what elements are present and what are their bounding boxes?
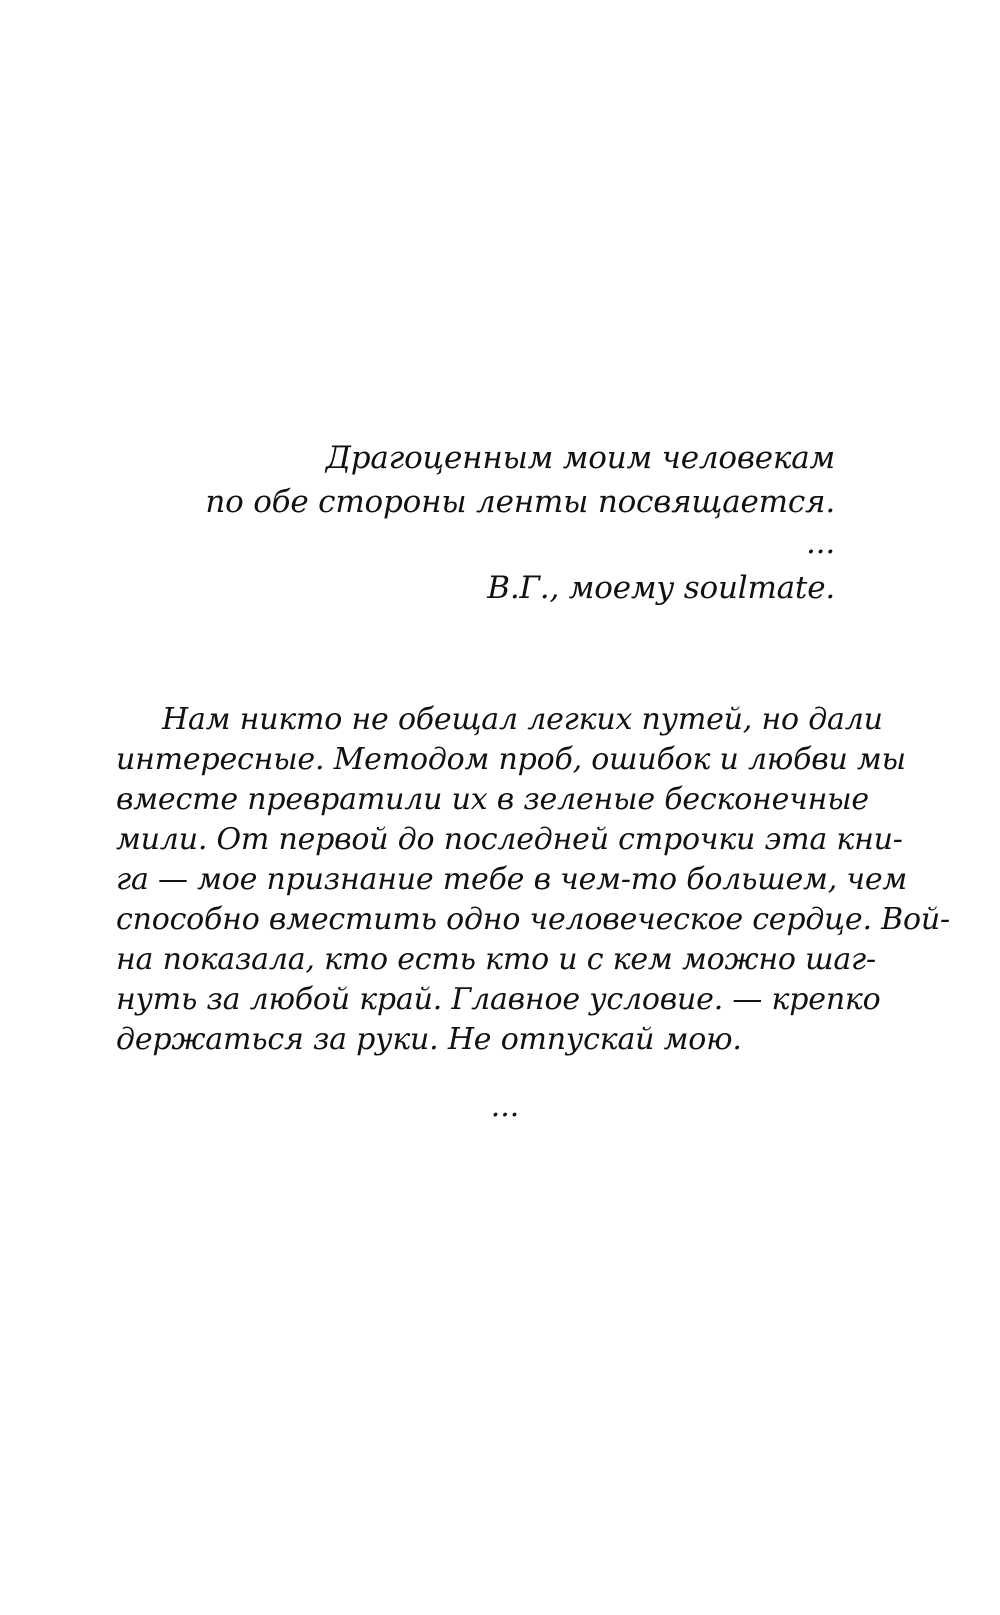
closing-ellipsis: ... [490, 1089, 520, 1124]
paragraph-line: нуть за любой край. Главное условие. — крепко [116, 982, 881, 1017]
paragraph-line: интересные. Методом проб, ошибок и любви мы [116, 742, 906, 777]
paragraph-line: держаться за руки. Не отпускай мою. [116, 1022, 742, 1057]
paragraph-line: га — мое признание тебе в чем-то большем, чем [116, 862, 908, 897]
paragraph-line: Нам никто не обещал легких путей, но дали [162, 702, 883, 737]
dedication-paragraph [116, 700, 950, 1060]
epigraph-signature: В.Г., моему soulmate. [487, 570, 835, 606]
epigraph-block [205, 436, 835, 610]
epigraph-line-2: по обе стороны ленты посвящается. [205, 484, 835, 520]
paragraph-line: вместе превратили их в зеленые бесконечные [116, 782, 869, 817]
epigraph-separator: ... [806, 525, 835, 561]
paragraph-line: способно вместить одно человеческое сердце. Вой- [116, 902, 950, 937]
paragraph-line: на показала, кто есть кто и с кем можно шаг- [116, 942, 876, 977]
epigraph-line-1: Драгоценным моим человекам [325, 440, 835, 476]
paragraph-line: мили. От первой до последней строчки эта кни- [116, 822, 903, 857]
